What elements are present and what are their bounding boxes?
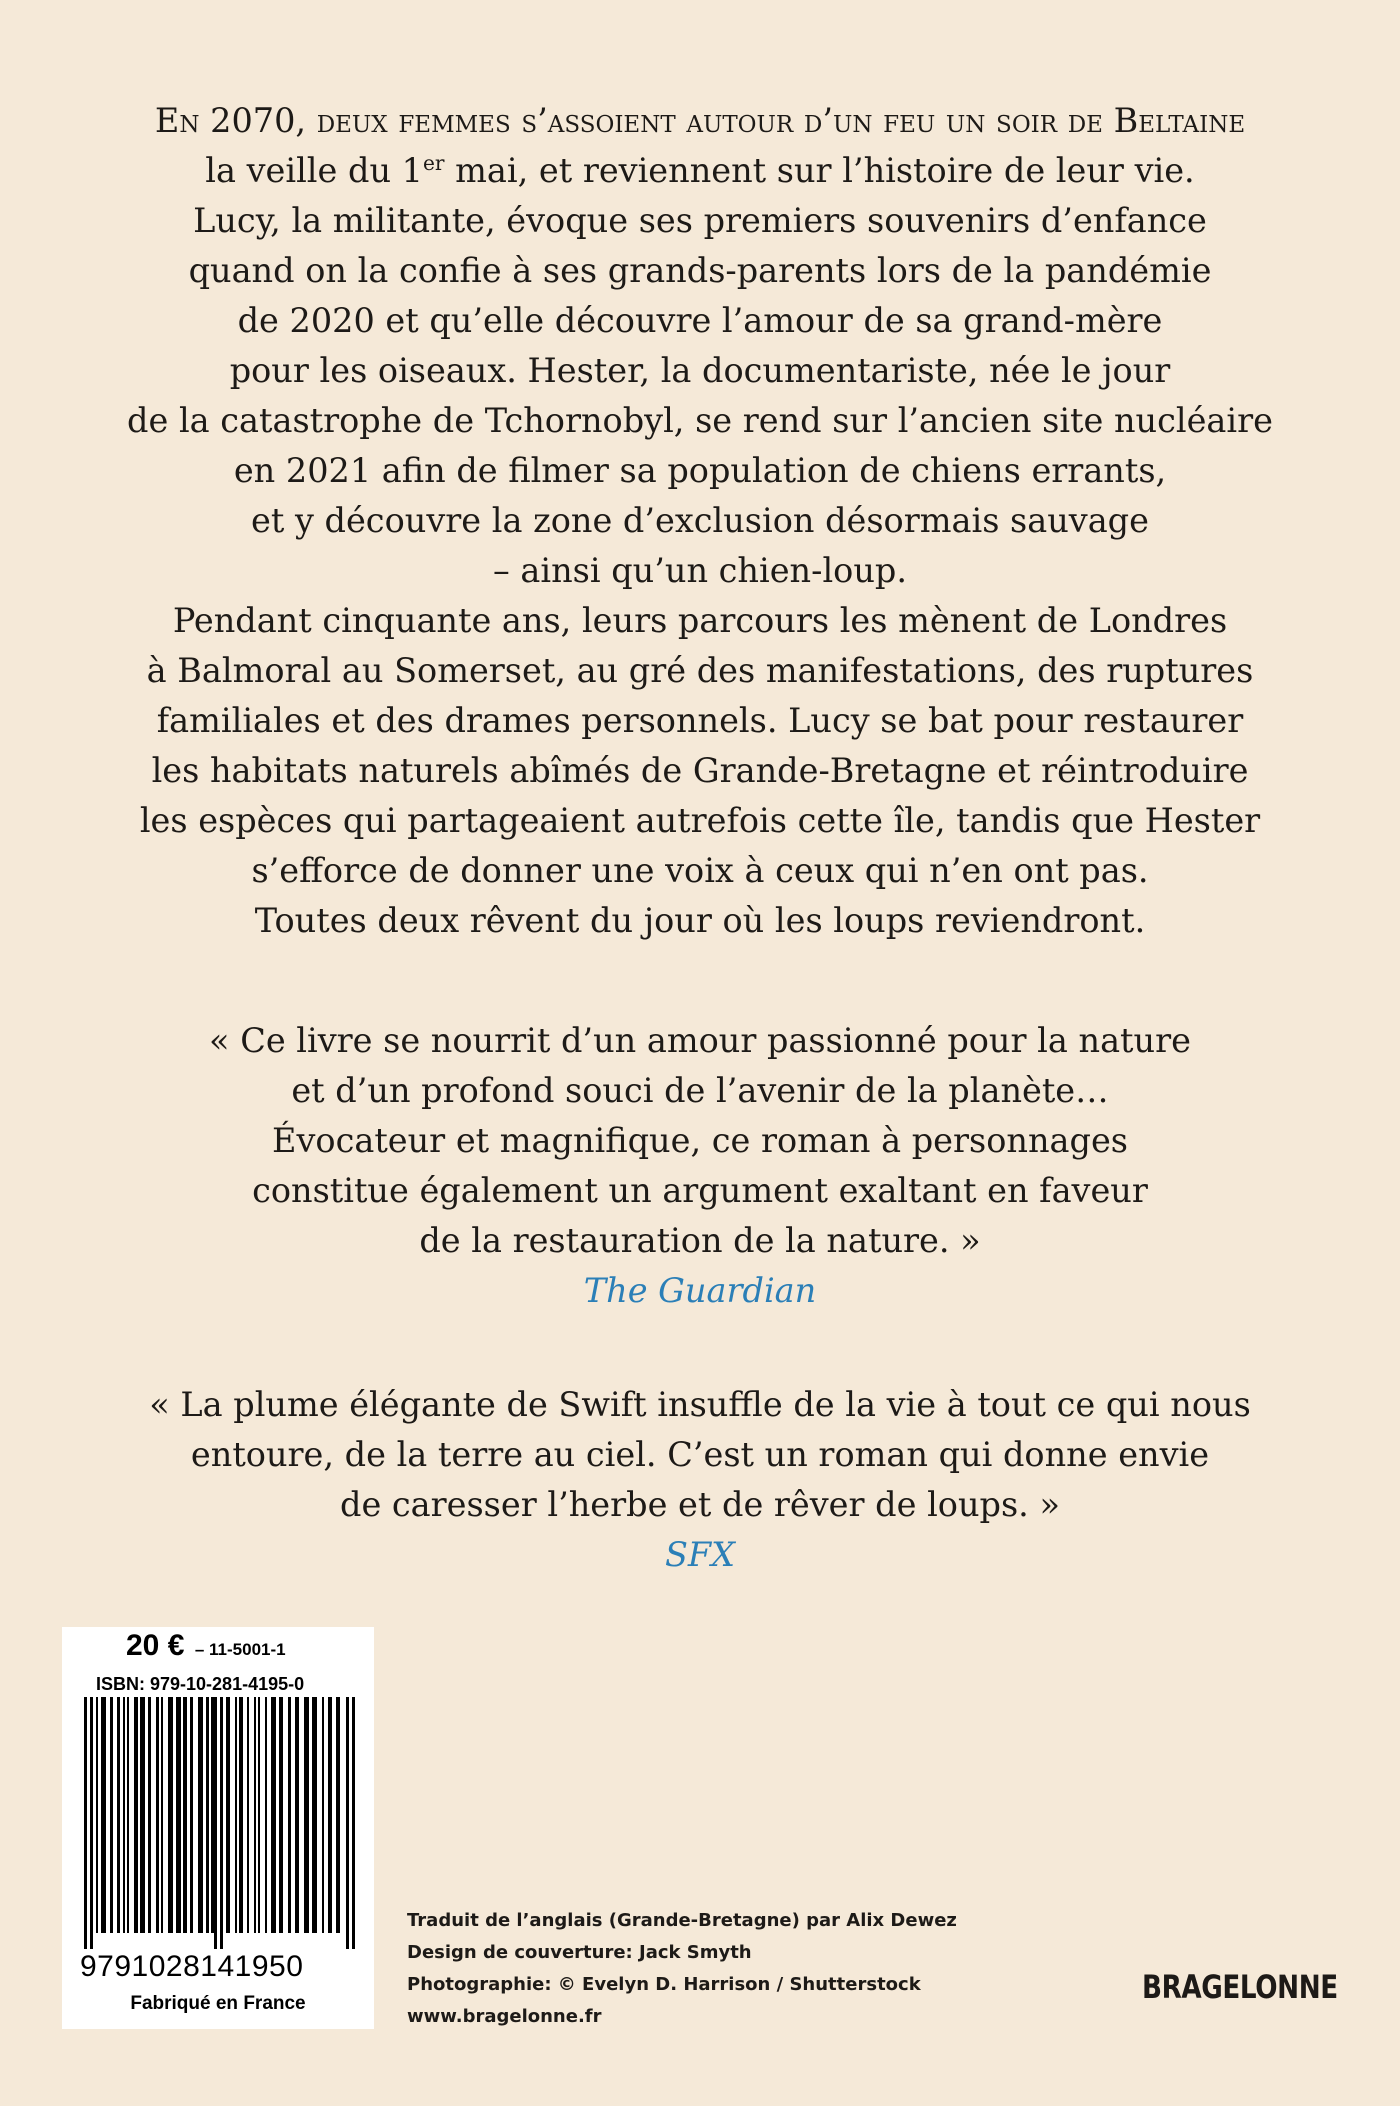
- blurb-line: et y découvre la zone d’exclusion désormais sauvage: [251, 501, 1149, 540]
- price-row: [126, 1629, 286, 1663]
- blurb-line: pour les oiseaux. Hester, la documentariste, née le jour: [229, 351, 1171, 390]
- blurb-lead-beltaine: Beltaine: [1113, 101, 1246, 140]
- blurb-line2-start: la veille du 1: [205, 151, 423, 190]
- quote-line: et d’un profond souci de l’avenir de la planète…: [291, 1071, 1109, 1110]
- blurb-lead-word: En: [154, 101, 200, 140]
- blurb-line: de 2020 et qu’elle découvre l’amour de sa grand-mère: [237, 301, 1163, 340]
- publisher-website: www.bragelonne.fr: [407, 2006, 602, 2027]
- credit-translation: Traduit de l’anglais (Grande-Bretagne) par Alix Dewez: [407, 1910, 957, 1931]
- credits: [407, 1905, 957, 2033]
- quote-source: SFX: [664, 1535, 736, 1574]
- barcode-digits: 9791028141950: [80, 1950, 304, 1983]
- blurb-line: à Balmoral au Somerset, au gré des manifestations, des ruptures: [146, 651, 1254, 690]
- quote-line: entoure, de la terre au ciel. C’est un roman qui donne envie: [190, 1435, 1210, 1474]
- quote-line: de la restauration de la nature. »: [419, 1221, 981, 1260]
- blurb-lead-year: 2070,: [210, 101, 307, 140]
- blurb-line: s’efforce de donner une voix à ceux qui n’en ont pas.: [251, 851, 1149, 890]
- blurb-text: [0, 96, 1400, 946]
- quote-line: Évocateur et magnifique, ce roman à personnages: [272, 1121, 1128, 1160]
- blurb-line: familiales et des drames personnels. Lucy se bat pour restaurer: [156, 701, 1244, 740]
- made-in-label: Fabriqué en France: [130, 1993, 306, 2014]
- blurb-line: – ainsi qu’un chien-loup.: [492, 551, 907, 590]
- blurb-line: de la catastrophe de Tchornobyl, se rend sur l’ancien site nucléaire: [127, 401, 1273, 440]
- blurb-line: [0, 146, 1400, 196]
- quote-line: « La plume élégante de Swift insuffle de la vie à tout ce qui nous: [149, 1385, 1251, 1424]
- barcode-box: [62, 1627, 374, 2029]
- superscript: er: [422, 150, 445, 175]
- barcode-image: [62, 1697, 374, 1949]
- quote-line: de caresser l’herbe et de rêver de loups. »: [340, 1485, 1060, 1524]
- blurb-line: [0, 96, 1400, 146]
- blurb-line: les habitats naturels abîmés de Grande-Bretagne et réintroduire: [151, 751, 1249, 790]
- blurb-line2-end: mai, et reviennent sur l’histoire de leur vie.: [444, 151, 1195, 190]
- blurb-line: les espèces qui partageaient autrefois cette île, tandis que Hester: [139, 801, 1261, 840]
- publisher-logo: BRAGELONNE: [1142, 1968, 1338, 2006]
- credit-photography: Photographie: © Evelyn D. Harrison / Shutterstock: [407, 1974, 921, 1995]
- blurb-line: Lucy, la militante, évoque ses premiers souvenirs d’enfance: [193, 201, 1207, 240]
- blurb-line: quand on la confie à ses grands-parents lors de la pandémie: [188, 251, 1212, 290]
- blurb-line: en 2021 afin de filmer sa population de chiens errants,: [233, 451, 1167, 490]
- press-quote-guardian: [0, 1016, 1400, 1316]
- blurb-line: Toutes deux rêvent du jour où les loups reviendront.: [254, 901, 1146, 940]
- quote-source: The Guardian: [583, 1271, 817, 1310]
- price: 20 €: [126, 1629, 185, 1662]
- credit-cover-design: Design de couverture: Jack Smyth: [407, 1942, 752, 1963]
- product-code: – 11-5001-1: [194, 1640, 286, 1659]
- blurb-lead-caps: deux femmes s’assoient autour d’un feu un soir de: [316, 101, 1103, 140]
- quote-line: constitue également un argument exaltant en faveur: [252, 1171, 1148, 1210]
- quote-line: « Ce livre se nourrit d’un amour passionné pour la nature: [209, 1021, 1191, 1060]
- press-quote-sfx: [0, 1380, 1400, 1580]
- isbn-label: ISBN: 979-10-281-4195-0: [96, 1674, 305, 1694]
- blurb-line: Pendant cinquante ans, leurs parcours les mènent de Londres: [172, 601, 1228, 640]
